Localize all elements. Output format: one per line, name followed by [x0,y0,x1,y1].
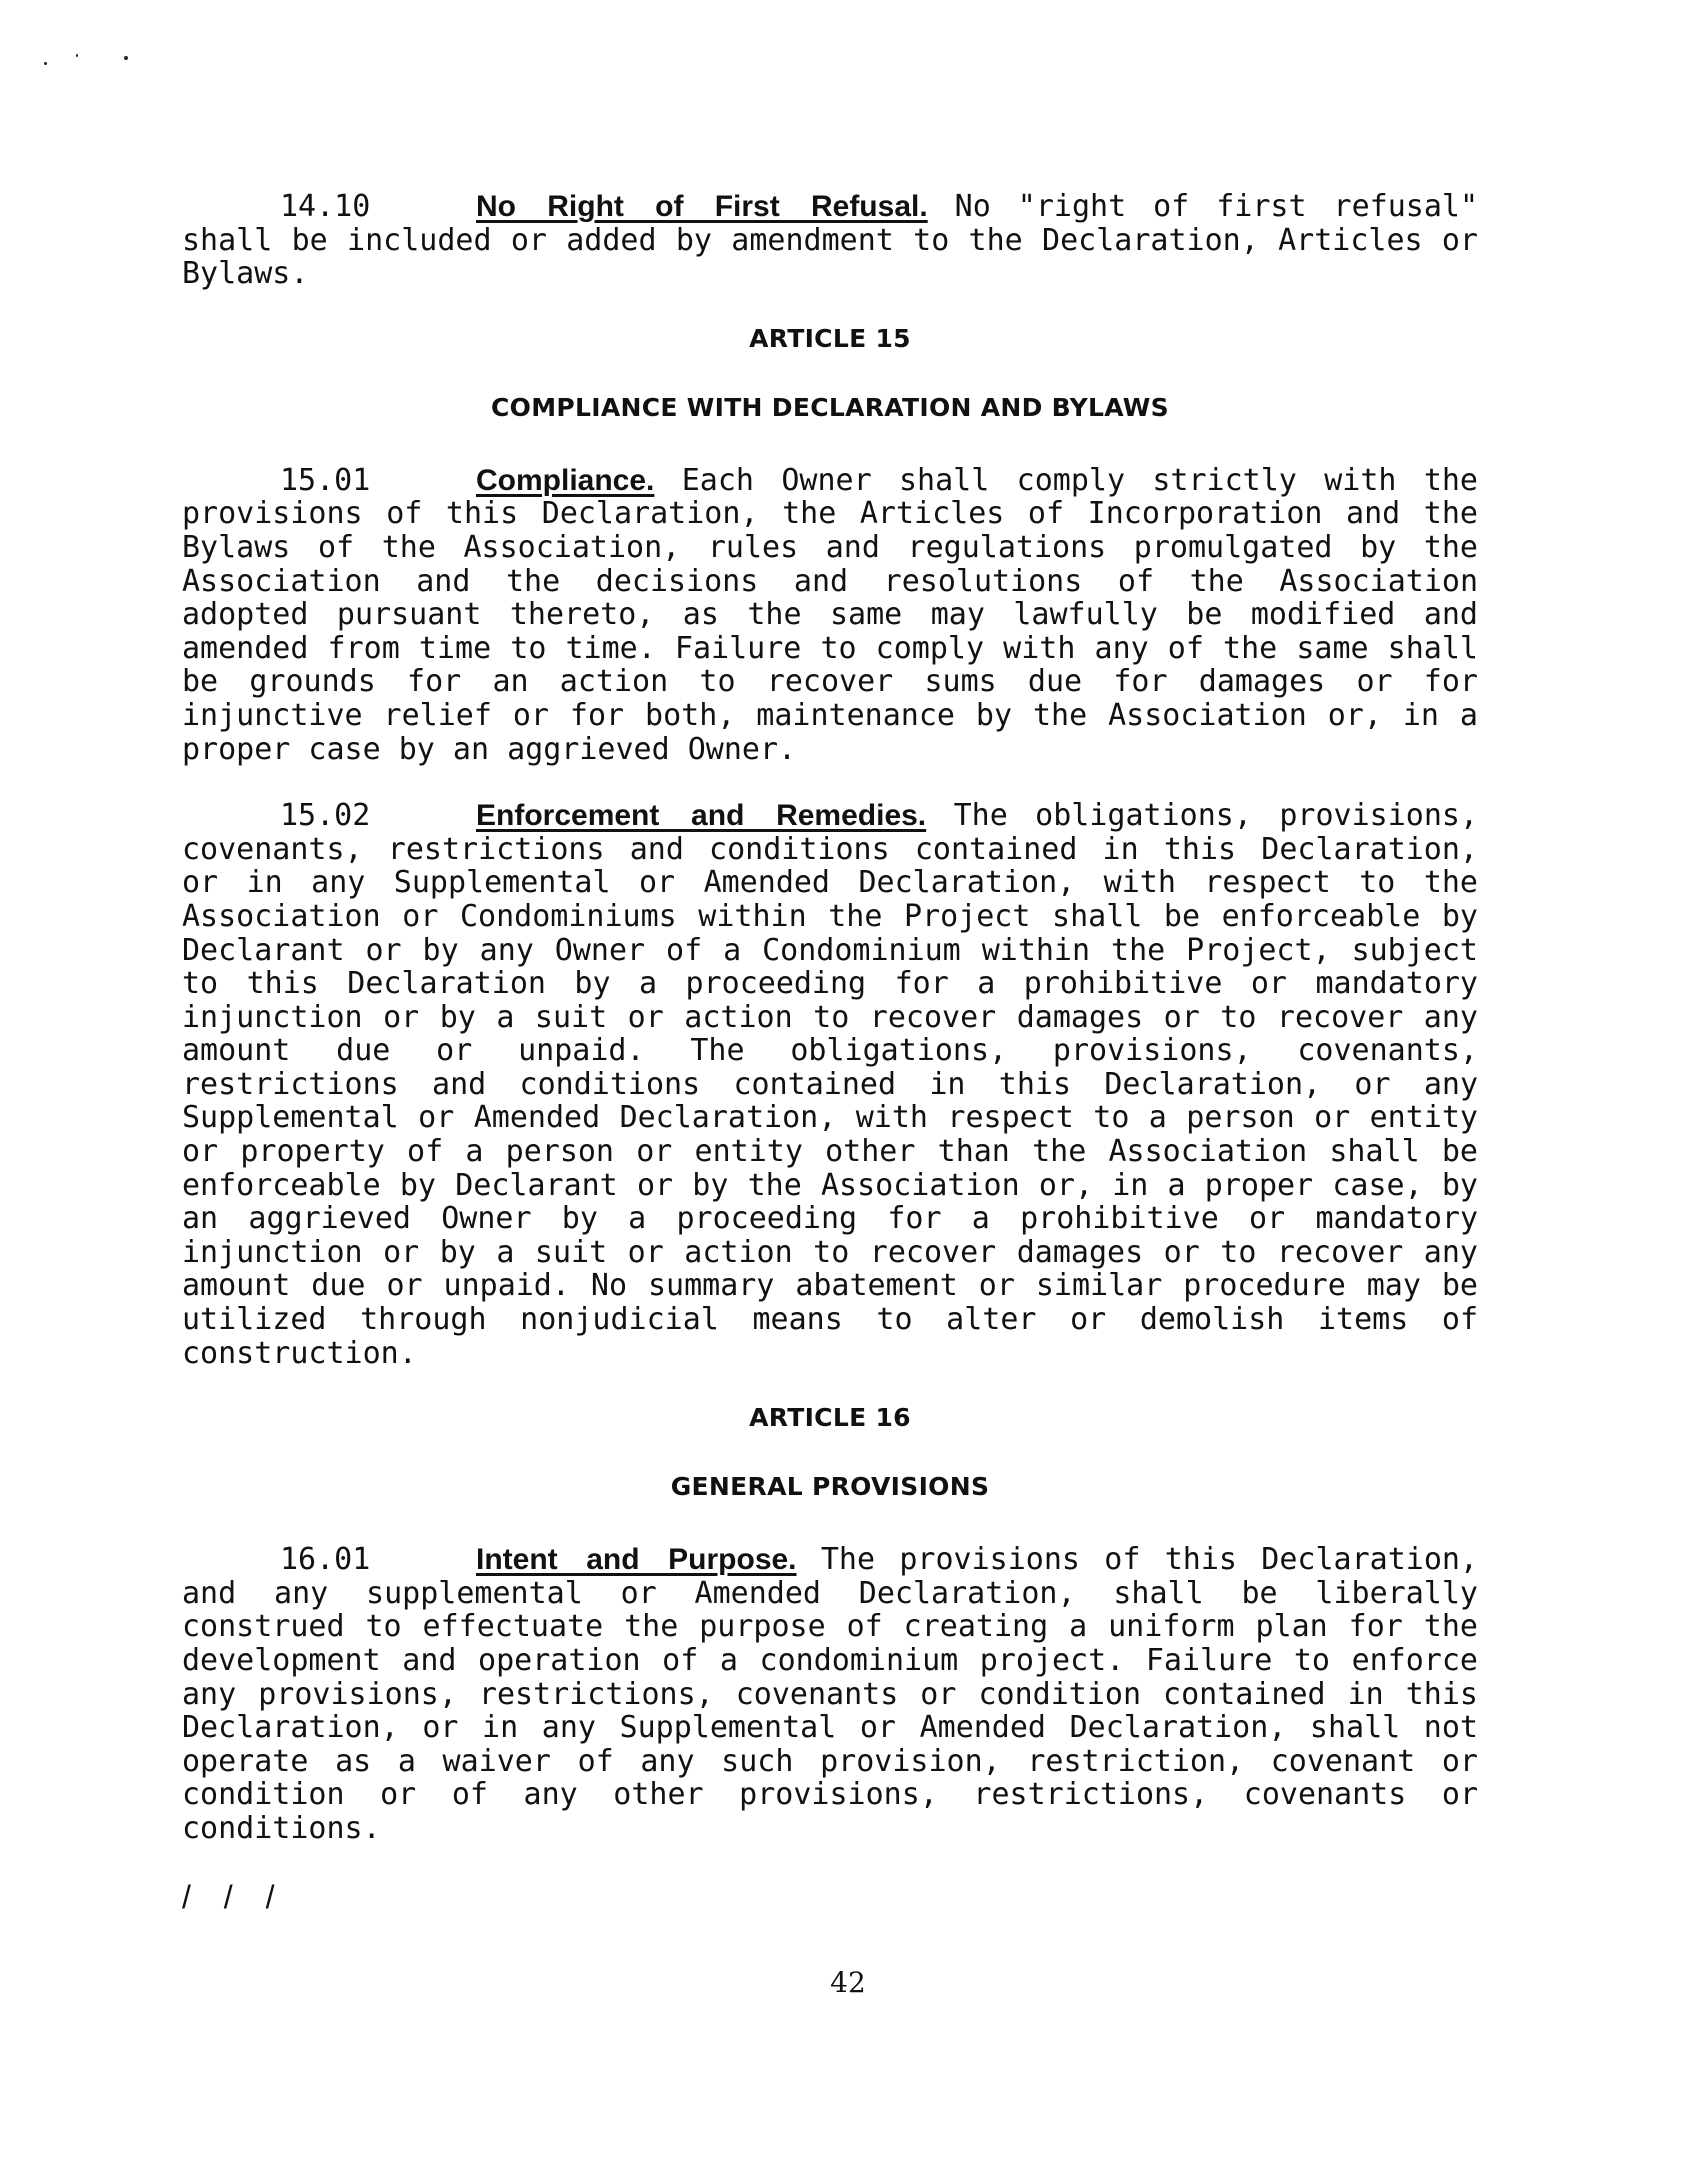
article-subtitle: COMPLIANCE WITH DECLARATION AND BYLAWS [491,392,1169,422]
section-number: 15.02 [280,798,371,834]
article-title: ARTICLE 15 [749,323,911,353]
document-body [182,190,1478,1916]
section-heading: Intent and Purpose. [476,1543,797,1577]
section-heading: Compliance. [476,463,655,497]
section-number: 16.01 [280,1542,371,1578]
speck [124,56,128,60]
section-16-01 [182,1543,1478,1845]
scan-specks [40,50,140,70]
article-subtitle: GENERAL PROVISIONS [670,1472,990,1502]
section-14-10 [182,190,1478,291]
section-heading: No Right of First Refusal. [476,190,928,223]
speck [44,62,47,65]
speck [76,54,78,57]
section-number: 14.10 [280,189,371,224]
section-number: 15.01 [280,462,371,498]
section-body: Each Owner shall comply strictly with the provisions of this Declaration, the Articles of Incorporation and the Bylaws of the Association, rules and regulations promulgated by the Association and the decisions and resolutions of the Association adopted pursuant thereto, as the same may lawfully be modified and amended from time to time. Failure to comply with any of the same shall be grounds for an action to recover sums due for damages or for injunctive relief or for both, maintenance by the Association or, in a proper case by an aggrieved Owner. [182,462,1478,767]
section-body: The obligations, provisions, covenants, restrictions and conditions contained in this Declaration, or in any Supplemental or Amended Declaration, with respect to the Association or Condominiums within the Project shall be enforceable by Declarant or by any Owner of a Condominium within the Project, subject to this Declaration by a proceeding for a prohibitive or mandatory injunction or by a suit or action to recover damages or to recover any amount due or unpaid. The obligations, provisions, covenants, restrictions and conditions contained in this Declaration, or any Supplemental or Amended Declaration, with respect to a person or entity or property of a person or entity other than the Association shall be enforceable by Declarant or by the Association or, in a proper case, by an aggrieved Owner by a proceeding for a prohibitive or mandatory injunction or by a suit or action to recover damages or to recover any amount due or unpaid. No summary abatement or similar procedure may be utilized through nonjudicial means to alter or demolish items of construction. [182,798,1479,1371]
section-heading: Enforcement and Remedies. [476,799,927,833]
article-title: ARTICLE 16 [749,1403,911,1433]
section-15-02 [182,799,1478,1370]
section-body: No "right of first refusal" shall be included or added by amendment to the Declaration, Articles or Bylaws. [182,189,1479,292]
section-15-01 [182,464,1478,766]
continuation-marks: / / / [182,1878,287,1915]
page-number: 42 [830,1966,866,1999]
section-body: The provisions of this Declaration, and any supplemental or Amended Declaration, shall be liberally construed to effectuate the purpose of creating a uniform plan for the development and operation of a condominium project. Failure to enforce any provisions, restrictions, covenants or condition contained in this Declaration, or in any Supplemental or Amended Declaration, shall not operate as a waiver of any such provision, restriction, covenant or condition or of any other provisions, restrictions, covenants or conditions. [182,1542,1478,1846]
